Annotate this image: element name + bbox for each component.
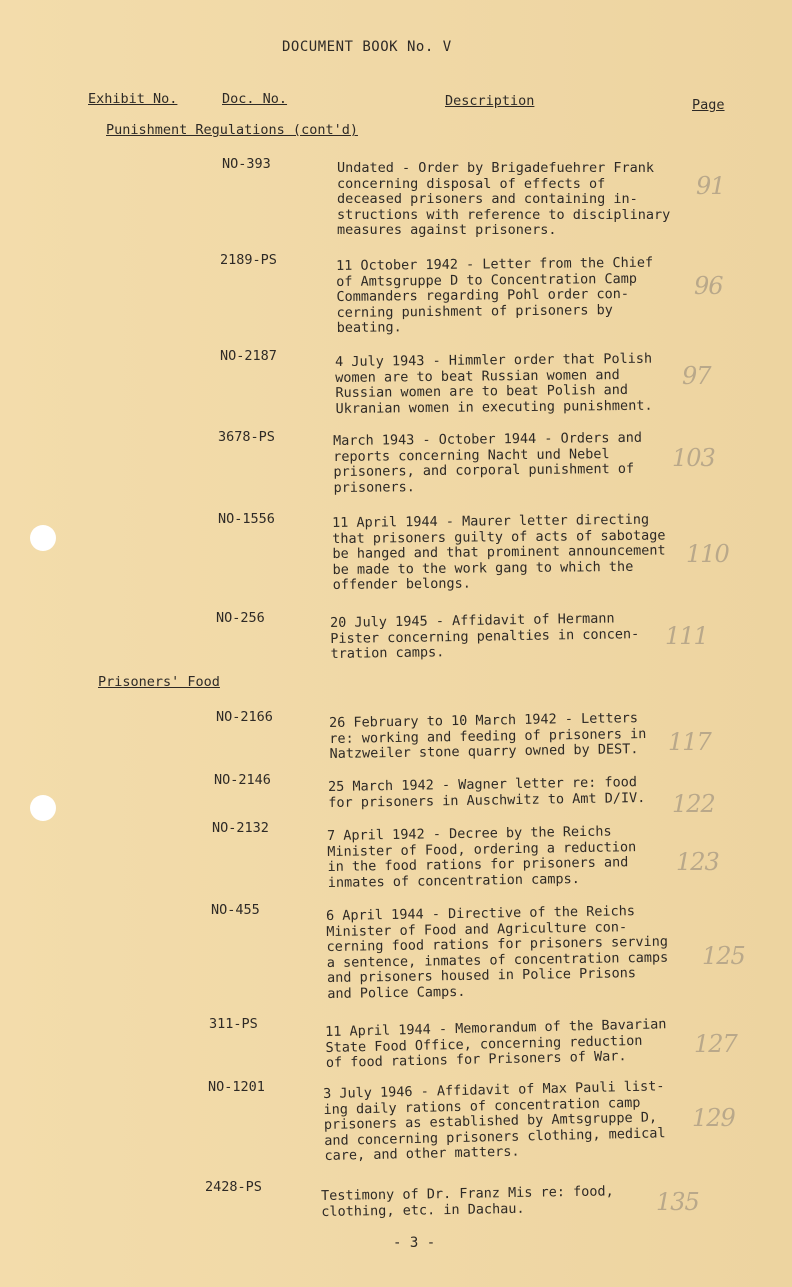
doc-number: NO-393 bbox=[222, 156, 271, 172]
entry-description: 7 April 1942 - Decree by the Reichs Minister of Food, ordering a reduction in the food rations for prisoners and inmates of concentration camps. bbox=[326, 823, 637, 891]
section-heading-food: Prisoners' Food bbox=[98, 674, 220, 690]
page-number-handwritten: 123 bbox=[676, 848, 719, 876]
doc-number: 2189-PS bbox=[220, 252, 277, 268]
page-footer-number: - 3 - bbox=[393, 1235, 436, 1251]
entry-description: 4 July 1943 - Himmler order that Polish women are to beat Russian women and Russian women are to beat Polish and Ukranian women in executing punishment. bbox=[334, 350, 653, 417]
doc-number: NO-256 bbox=[216, 610, 265, 626]
entry-description: 11 April 1944 - Memorandum of the Bavarian State Food Office, concerning reduction of food rations for Prisoners of War. bbox=[324, 1016, 667, 1071]
header-page: Page bbox=[692, 97, 725, 113]
page-number-handwritten: 103 bbox=[672, 444, 715, 472]
doc-number: 311-PS bbox=[209, 1016, 258, 1032]
page-number-handwritten: 97 bbox=[682, 362, 711, 390]
entry-description: March 1943 - October 1944 - Orders and reports concerning Nacht und Nebel prisoners, and corporal punishment of prisoners. bbox=[332, 429, 642, 496]
page-number-handwritten: 125 bbox=[702, 942, 745, 970]
doc-number: NO-2146 bbox=[214, 772, 271, 788]
page-number-handwritten: 110 bbox=[686, 540, 729, 568]
header-description: Description bbox=[445, 93, 535, 109]
doc-number: 3678-PS bbox=[218, 429, 275, 445]
doc-number: NO-2187 bbox=[220, 348, 277, 364]
section-heading-punishment: Punishment Regulations (cont'd) bbox=[106, 122, 358, 138]
doc-number: NO-2132 bbox=[212, 820, 269, 836]
page-number-handwritten: 117 bbox=[668, 728, 711, 756]
page-number-handwritten: 135 bbox=[656, 1188, 699, 1216]
binder-hole-top bbox=[30, 525, 56, 551]
doc-number: NO-2166 bbox=[216, 709, 273, 725]
entry-description: 11 April 1944 - Maurer letter directing that prisoners guilty of acts of sabotage be hanged and that prominent announcement be made to the work gang to which the offender belongs. bbox=[331, 511, 666, 593]
page-number-handwritten: 91 bbox=[696, 172, 725, 200]
entry-description: 3 July 1946 - Affidavit of Max Pauli list- ing daily rations of concentration camp prisoners as established by Amtsgruppe D, and concerning prisoners clothing, medical care, and other matters. bbox=[322, 1078, 666, 1164]
entry-description: 11 October 1942 - Letter from the Chief of Amtsgruppe D to Concentration Camp Commanders regarding Pohl order con- cerning punishment of prisoners by beating. bbox=[335, 254, 654, 336]
header-exhibit: Exhibit No. bbox=[88, 91, 178, 107]
page-number-handwritten: 127 bbox=[694, 1030, 737, 1058]
doc-number: NO-1556 bbox=[218, 511, 275, 527]
binder-hole-bottom bbox=[30, 795, 56, 821]
page-number-handwritten: 96 bbox=[694, 272, 723, 300]
page-number-handwritten: 111 bbox=[665, 622, 708, 650]
entry-description: 26 February to 10 March 1942 - Letters re: working and feeding of prisoners in Natzweiler stone quarry owned by DEST. bbox=[328, 710, 647, 762]
entry-description: 20 July 1945 - Affidavit of Hermann Pister concerning penalties in concen- tration camps. bbox=[329, 610, 640, 662]
doc-number: NO-455 bbox=[211, 902, 260, 918]
header-doc: Doc. No. bbox=[222, 91, 288, 107]
page-number-handwritten: 122 bbox=[672, 790, 715, 818]
page-number-handwritten: 129 bbox=[692, 1104, 735, 1132]
doc-number: NO-1201 bbox=[208, 1079, 265, 1095]
entry-description: 25 March 1942 - Wagner letter re: food for prisoners in Auschwitz to Amt D/IV. bbox=[327, 774, 646, 811]
document-title: DOCUMENT BOOK No. V bbox=[282, 39, 452, 55]
entry-description: 6 April 1944 - Directive of the Reichs Minister of Food and Agriculture con- cerning food rations for prisoners serving a sentence, inmates of concentration camps and prisoners housed in Police Prisons and Police Camps. bbox=[325, 903, 669, 1002]
entry-description: Undated - Order by Brigadefuehrer Frank concerning disposal of effects of deceased prisoners and containing in- structions with reference to disciplinary measures against prisoners. bbox=[337, 160, 671, 238]
entry-description: Testimony of Dr. Franz Mis re: food, clothing, etc. in Dachau. bbox=[320, 1183, 614, 1220]
doc-number: 2428-PS bbox=[205, 1179, 262, 1195]
